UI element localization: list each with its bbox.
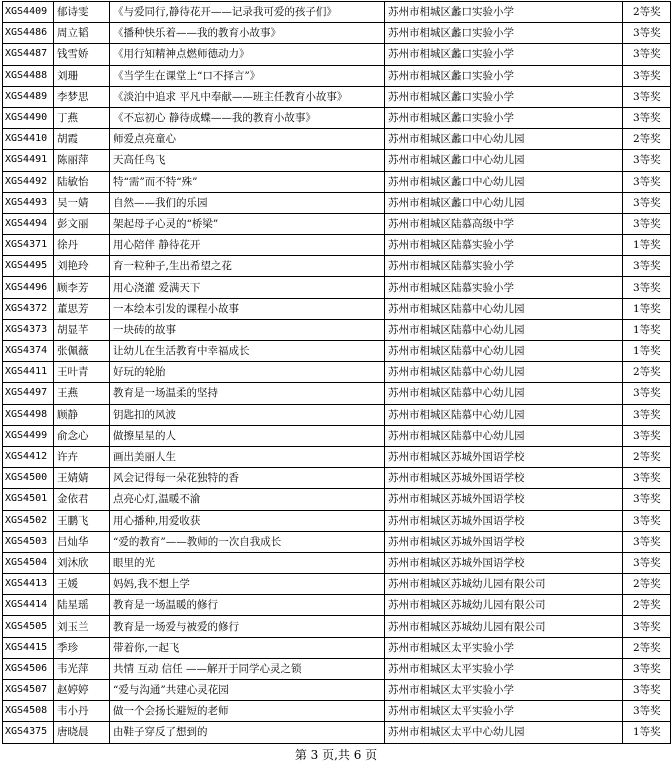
essay-title: 让幼儿在生活教育中幸福成长 <box>110 341 385 362</box>
table-row <box>3 235 671 256</box>
school-name: 苏州市相城区蠡口实验小学 <box>385 65 623 86</box>
entry-id: XGS4498 <box>3 404 54 425</box>
school-name: 苏州市相城区蠡口实验小学 <box>385 23 623 44</box>
author-name: 彭文丽 <box>54 213 110 234</box>
essay-title: 《与爱同行,静待花开——记录我可爱的孩子们》 <box>110 2 385 23</box>
author-name: 丁燕 <box>54 107 110 128</box>
essay-title: 天高任鸟飞 <box>110 150 385 171</box>
entry-id: XGS4499 <box>3 425 54 446</box>
author-name: 刘玉兰 <box>54 616 110 637</box>
award-level: 3等奖 <box>623 383 671 404</box>
table-row <box>3 256 671 277</box>
essay-title: 教育是一场温柔的坚持 <box>110 383 385 404</box>
entry-id: XGS4414 <box>3 595 54 616</box>
author-name: 胡霞 <box>54 129 110 150</box>
essay-title: 用心浇灌 爱满天下 <box>110 277 385 298</box>
entry-id: XGS4490 <box>3 107 54 128</box>
entry-id: XGS4506 <box>3 658 54 679</box>
essay-title: 好玩的轮胎 <box>110 362 385 383</box>
award-level: 2等奖 <box>623 574 671 595</box>
table-row <box>3 150 671 171</box>
entry-id: XGS4489 <box>3 86 54 107</box>
school-name: 苏州市相城区太平实验小学 <box>385 637 623 658</box>
school-name: 苏州市相城区陆慕中心幼儿园 <box>385 404 623 425</box>
essay-title: 一本绘本引发的课程小故事 <box>110 298 385 319</box>
entry-id: XGS4491 <box>3 150 54 171</box>
award-level: 2等奖 <box>623 595 671 616</box>
page-footer: 第 3 页,共 6 页 <box>294 748 378 762</box>
award-level: 3等奖 <box>623 552 671 573</box>
table-row <box>3 701 671 722</box>
essay-title: 架起母子心灵的“桥梁” <box>110 213 385 234</box>
essay-title: 由鞋子穿反了想到的 <box>110 722 385 743</box>
author-name: 李梦思 <box>54 86 110 107</box>
author-name: 刘珊 <box>54 65 110 86</box>
author-name: 顾李芳 <box>54 277 110 298</box>
school-name: 苏州市相城区蠡口中心幼儿园 <box>385 171 623 192</box>
table-row <box>3 680 671 701</box>
award-level: 3等奖 <box>623 86 671 107</box>
essay-title: 用心播种,用爱收获 <box>110 510 385 531</box>
essay-title: 妈妈,我不想上学 <box>110 574 385 595</box>
school-name: 苏州市相城区苏城外国语学校 <box>385 531 623 552</box>
essay-title: 共情 互动 信任 ——解开于同学心灵之锁 <box>110 658 385 679</box>
table-row <box>3 65 671 86</box>
table-row <box>3 574 671 595</box>
school-name: 苏州市相城区太平实验小学 <box>385 701 623 722</box>
author-name: 季珍 <box>54 637 110 658</box>
author-name: 王叶青 <box>54 362 110 383</box>
table-row <box>3 23 671 44</box>
author-name: 胡显芊 <box>54 319 110 340</box>
author-name: 王燕 <box>54 383 110 404</box>
entry-id: XGS4410 <box>3 129 54 150</box>
school-name: 苏州市相城区陆慕中心幼儿园 <box>385 425 623 446</box>
award-level: 3等奖 <box>623 658 671 679</box>
table-row <box>3 383 671 404</box>
award-level: 3等奖 <box>623 107 671 128</box>
essay-title: 风会记得每一朵花独特的香 <box>110 468 385 489</box>
author-name: 徐丹 <box>54 235 110 256</box>
table-row <box>3 362 671 383</box>
table-row <box>3 129 671 150</box>
entry-id: XGS4486 <box>3 23 54 44</box>
entry-id: XGS4508 <box>3 701 54 722</box>
table-row <box>3 595 671 616</box>
entry-id: XGS4373 <box>3 319 54 340</box>
table-row <box>3 510 671 531</box>
award-level: 3等奖 <box>623 277 671 298</box>
author-name: 唐晓晨 <box>54 722 110 743</box>
table-row <box>3 86 671 107</box>
entry-id: XGS4371 <box>3 235 54 256</box>
table-row <box>3 2 671 23</box>
author-name: 韦小丹 <box>54 701 110 722</box>
school-name: 苏州市相城区陆慕中心幼儿园 <box>385 362 623 383</box>
table-row <box>3 213 671 234</box>
school-name: 苏州市相城区陆慕中心幼儿园 <box>385 341 623 362</box>
author-name: 吴一婧 <box>54 192 110 213</box>
entry-id: XGS4412 <box>3 446 54 467</box>
award-level: 3等奖 <box>623 150 671 171</box>
essay-title: 教育是一场温暖的修行 <box>110 595 385 616</box>
entry-id: XGS4497 <box>3 383 54 404</box>
essay-title: 眼里的光 <box>110 552 385 573</box>
author-name: 张佩薇 <box>54 341 110 362</box>
school-name: 苏州市相城区苏城幼儿园有限公司 <box>385 616 623 637</box>
table-row <box>3 44 671 65</box>
school-name: 苏州市相城区蠡口实验小学 <box>385 44 623 65</box>
entry-id: XGS4375 <box>3 722 54 743</box>
essay-title: 《播种快乐着——我的教育小故事》 <box>110 23 385 44</box>
essay-title: 《当学生在课堂上“口不择言”》 <box>110 65 385 86</box>
essay-title: 《不忘初心 静待成蝶——我的教育小故事》 <box>110 107 385 128</box>
award-level: 3等奖 <box>623 489 671 510</box>
award-level: 3等奖 <box>623 65 671 86</box>
table-row <box>3 341 671 362</box>
award-level: 2等奖 <box>623 637 671 658</box>
entry-id: XGS4374 <box>3 341 54 362</box>
award-level: 1等奖 <box>623 341 671 362</box>
school-name: 苏州市相城区蠡口实验小学 <box>385 86 623 107</box>
school-name: 苏州市相城区蠡口中心幼儿园 <box>385 129 623 150</box>
essay-title: 钥匙扣的风波 <box>110 404 385 425</box>
school-name: 苏州市相城区苏城外国语学校 <box>385 510 623 531</box>
author-name: 陆敏怡 <box>54 171 110 192</box>
essay-title: 画出美丽人生 <box>110 446 385 467</box>
author-name: 陆星瑶 <box>54 595 110 616</box>
award-level: 3等奖 <box>623 616 671 637</box>
school-name: 苏州市相城区蠡口中心幼儿园 <box>385 150 623 171</box>
author-name: 许卉 <box>54 446 110 467</box>
essay-title: 带着你,一起飞 <box>110 637 385 658</box>
entry-id: XGS4495 <box>3 256 54 277</box>
entry-id: XGS4488 <box>3 65 54 86</box>
author-name: 周立韬 <box>54 23 110 44</box>
table-row <box>3 298 671 319</box>
table-row <box>3 552 671 573</box>
author-name: 钱雪娇 <box>54 44 110 65</box>
table-row <box>3 171 671 192</box>
school-name: 苏州市相城区陆慕实验小学 <box>385 235 623 256</box>
award-level: 3等奖 <box>623 171 671 192</box>
essay-title: 特“需”而不特“殊” <box>110 171 385 192</box>
table-row <box>3 658 671 679</box>
school-name: 苏州市相城区陆慕高级中学 <box>385 213 623 234</box>
award-level: 3等奖 <box>623 44 671 65</box>
award-level: 1等奖 <box>623 319 671 340</box>
author-name: 王媛 <box>54 574 110 595</box>
award-table <box>2 1 671 744</box>
table-row <box>3 404 671 425</box>
school-name: 苏州市相城区苏城外国语学校 <box>385 446 623 467</box>
entry-id: XGS4409 <box>3 2 54 23</box>
award-level: 3等奖 <box>623 192 671 213</box>
table-row <box>3 446 671 467</box>
entry-id: XGS4411 <box>3 362 54 383</box>
table-row <box>3 277 671 298</box>
table-row <box>3 107 671 128</box>
school-name: 苏州市相城区苏城外国语学校 <box>385 489 623 510</box>
school-name: 苏州市相城区太平实验小学 <box>385 680 623 701</box>
entry-id: XGS4503 <box>3 531 54 552</box>
award-level: 3等奖 <box>623 680 671 701</box>
table-row <box>3 722 671 743</box>
author-name: 顾静 <box>54 404 110 425</box>
essay-title: 一块砖的故事 <box>110 319 385 340</box>
entry-id: XGS4502 <box>3 510 54 531</box>
table-row <box>3 319 671 340</box>
author-name: 刘艳玲 <box>54 256 110 277</box>
school-name: 苏州市相城区苏城幼儿园有限公司 <box>385 595 623 616</box>
award-level: 3等奖 <box>623 404 671 425</box>
entry-id: XGS4493 <box>3 192 54 213</box>
entry-id: XGS4494 <box>3 213 54 234</box>
award-level: 1等奖 <box>623 298 671 319</box>
author-name: 陈丽萍 <box>54 150 110 171</box>
award-level: 3等奖 <box>623 468 671 489</box>
author-name: 吕灿华 <box>54 531 110 552</box>
table-row <box>3 637 671 658</box>
essay-title: 做擦星星的人 <box>110 425 385 446</box>
entry-id: XGS4415 <box>3 637 54 658</box>
entry-id: XGS4504 <box>3 552 54 573</box>
author-name: 刘沐欣 <box>54 552 110 573</box>
essay-title: 做一个会扬长避短的老师 <box>110 701 385 722</box>
award-level: 1等奖 <box>623 235 671 256</box>
award-level: 2等奖 <box>623 446 671 467</box>
award-level: 3等奖 <box>623 510 671 531</box>
table-row <box>3 425 671 446</box>
essay-title: 师爱点亮童心 <box>110 129 385 150</box>
entry-id: XGS4507 <box>3 680 54 701</box>
essay-title: 点亮心灯,温暖不渝 <box>110 489 385 510</box>
essay-title: 《淡泊中追求 平凡中奉献——班主任教育小故事》 <box>110 86 385 107</box>
school-name: 苏州市相城区太平中心幼儿园 <box>385 722 623 743</box>
entry-id: XGS4501 <box>3 489 54 510</box>
author-name: 金依君 <box>54 489 110 510</box>
essay-title: 用心陪伴 静待花开 <box>110 235 385 256</box>
school-name: 苏州市相城区蠡口中心幼儿园 <box>385 192 623 213</box>
entry-id: XGS4372 <box>3 298 54 319</box>
table-row <box>3 468 671 489</box>
school-name: 苏州市相城区苏城外国语学校 <box>385 552 623 573</box>
entry-id: XGS4505 <box>3 616 54 637</box>
school-name: 苏州市相城区苏城外国语学校 <box>385 468 623 489</box>
table-row <box>3 192 671 213</box>
school-name: 苏州市相城区太平实验小学 <box>385 658 623 679</box>
award-level: 3等奖 <box>623 213 671 234</box>
table-row <box>3 489 671 510</box>
entry-id: XGS4500 <box>3 468 54 489</box>
school-name: 苏州市相城区陆慕中心幼儿园 <box>385 298 623 319</box>
author-name: 赵婷婷 <box>54 680 110 701</box>
award-level: 2等奖 <box>623 2 671 23</box>
entry-id: XGS4492 <box>3 171 54 192</box>
award-level: 3等奖 <box>623 701 671 722</box>
essay-title: 自然——我们的乐园 <box>110 192 385 213</box>
author-name: 王鹏飞 <box>54 510 110 531</box>
award-level: 3等奖 <box>623 425 671 446</box>
award-level: 3等奖 <box>623 23 671 44</box>
award-level: 3等奖 <box>623 531 671 552</box>
school-name: 苏州市相城区陆慕中心幼儿园 <box>385 319 623 340</box>
author-name: 董思芳 <box>54 298 110 319</box>
essay-title: “爱与沟通”共建心灵花园 <box>110 680 385 701</box>
school-name: 苏州市相城区苏城幼儿园有限公司 <box>385 574 623 595</box>
essay-title: 育一粒种子,生出希望之花 <box>110 256 385 277</box>
author-name: 韦光萍 <box>54 658 110 679</box>
entry-id: XGS4487 <box>3 44 54 65</box>
author-name: 郁诗雯 <box>54 2 110 23</box>
entry-id: XGS4496 <box>3 277 54 298</box>
essay-title: “爱的教育”——教师的一次自我成长 <box>110 531 385 552</box>
school-name: 苏州市相城区陆慕中心幼儿园 <box>385 383 623 404</box>
award-level: 3等奖 <box>623 256 671 277</box>
table-row <box>3 616 671 637</box>
school-name: 苏州市相城区陆慕实验小学 <box>385 256 623 277</box>
essay-title: 《用行知精神点燃师德动力》 <box>110 44 385 65</box>
award-level: 2等奖 <box>623 362 671 383</box>
entry-id: XGS4413 <box>3 574 54 595</box>
author-name: 王婧婧 <box>54 468 110 489</box>
essay-title: 教育是一场爱与被爱的修行 <box>110 616 385 637</box>
school-name: 苏州市相城区蠡口实验小学 <box>385 2 623 23</box>
table-row <box>3 531 671 552</box>
award-level: 2等奖 <box>623 129 671 150</box>
school-name: 苏州市相城区蠡口实验小学 <box>385 107 623 128</box>
author-name: 俞念心 <box>54 425 110 446</box>
award-level: 1等奖 <box>623 722 671 743</box>
table-body <box>3 2 671 744</box>
school-name: 苏州市相城区陆慕实验小学 <box>385 277 623 298</box>
